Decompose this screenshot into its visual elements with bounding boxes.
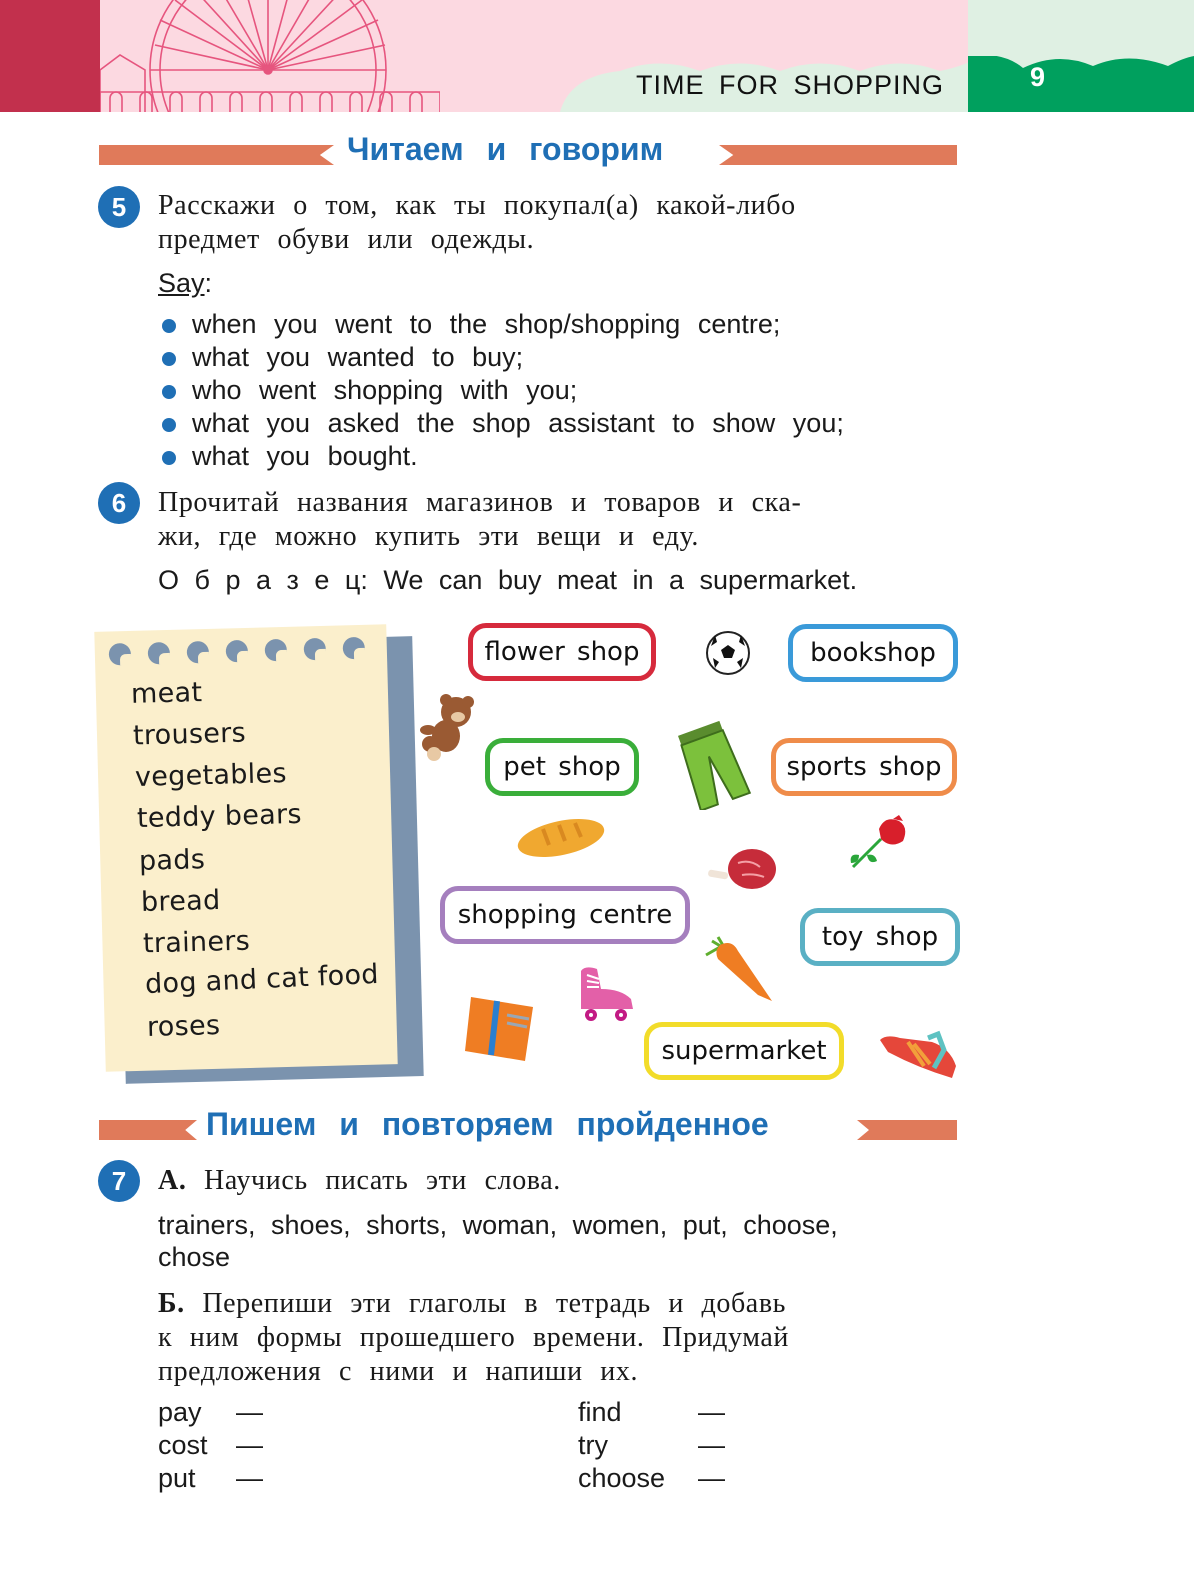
say-bullet-list (160, 308, 844, 473)
verb: find (578, 1397, 622, 1427)
part-a-text: Научись писать эти слова. (204, 1165, 561, 1196)
header-red-block (0, 0, 100, 112)
meat-icon (706, 845, 778, 893)
note-item: trousers (132, 717, 247, 752)
shop-label-flower-shop: flower shop (468, 623, 656, 681)
roller-skate-icon (575, 965, 641, 1025)
note-item: roses (146, 1010, 221, 1043)
verb: choose (578, 1463, 666, 1493)
teddy-bear-icon (418, 690, 482, 762)
shop-label-supermarket: supermarket (644, 1022, 844, 1080)
banner-bar-right (857, 1120, 957, 1140)
bullet-item: who went shopping with you; (160, 374, 844, 407)
note-item: meat (130, 677, 203, 710)
verb: pay (158, 1397, 202, 1427)
example-label: О б р а з е ц: (158, 565, 368, 595)
page-number-tab (968, 56, 1194, 112)
words-line1: trainers, shoes, shorts, woman, women, put, choose, (158, 1210, 838, 1240)
bullet-item: when you went to the shop/shopping centre; (160, 308, 844, 341)
note-item: pads (138, 844, 206, 877)
verb-row (158, 1430, 263, 1461)
book-icon (463, 993, 539, 1063)
section-banner-write-review (99, 1106, 967, 1142)
shop-label-shopping-centre: shopping centre (440, 886, 690, 944)
say-word: Say (158, 268, 205, 298)
words-line2: chose (158, 1242, 231, 1272)
section-title: Пишем и повторяем пройденное (206, 1106, 769, 1142)
note-item: bread (140, 884, 221, 919)
chapter-title: TIME FOR SHOPPING (636, 70, 945, 100)
part-b-label: Б. (158, 1288, 185, 1319)
verb-row (158, 1463, 263, 1494)
exercise6-instruction-line2: жи, где можно купить эти вещи и еду. (158, 521, 699, 552)
verb-row (578, 1397, 725, 1428)
exercise-number-badge: 7 (98, 1160, 140, 1202)
page-number: 9 (1030, 62, 1046, 92)
part-b-instruction-line2: к ним формы прошедшего времени. Придумай (158, 1322, 789, 1353)
part-b-instruction-line1 (158, 1288, 786, 1320)
shop-label-pet-shop: pet shop (485, 738, 639, 796)
exercise-number-badge: 5 (98, 186, 140, 228)
dash: — (698, 1463, 725, 1493)
part-b-text: Перепиши эти глаголы в тетрадь и добавь (202, 1288, 787, 1319)
banner-bar-right (719, 145, 957, 165)
dash: — (698, 1430, 725, 1460)
say-label (158, 268, 212, 299)
say-colon: : (204, 268, 213, 298)
exercise5-instruction-line2: предмет обуви или одежды. (158, 224, 535, 255)
dash: — (236, 1463, 263, 1493)
section-banner-read-speak (99, 131, 967, 167)
section-title: Читаем и говорим (347, 131, 664, 167)
bullet-item: what you asked the shop assistant to show you; (160, 407, 844, 440)
verb-row (578, 1463, 725, 1494)
part-b-instruction-line3: предложения с ними и напиши их. (158, 1356, 639, 1387)
shop-label-toy-shop: toy shop (800, 908, 960, 966)
example-text: We can buy meat in a supermarket. (383, 565, 858, 595)
ferris-wheel-illustration (100, 0, 440, 112)
spiral-holes (109, 637, 365, 666)
bread-icon (515, 815, 607, 861)
verb: cost (158, 1430, 208, 1460)
part-a-label: А. (158, 1165, 187, 1196)
rose-icon (845, 815, 913, 873)
exercise5-instruction-line1: Расскажи о том, как ты покупал(а) какой-либо (158, 190, 796, 221)
verb: try (578, 1430, 608, 1460)
verb-row (578, 1430, 725, 1461)
note-item: teddy bears (136, 798, 303, 835)
football-icon (705, 630, 751, 676)
note-item: dog and cat food (144, 958, 380, 1001)
banner-bar-left (99, 145, 334, 165)
dash: — (236, 1430, 263, 1460)
bullet-item: what you wanted to buy; (160, 341, 844, 374)
note-item: vegetables (134, 758, 288, 793)
page-header (0, 0, 1194, 112)
part-a-instruction (158, 1165, 561, 1197)
dash: — (698, 1397, 725, 1427)
shop-label-bookshop: bookshop (788, 624, 958, 682)
trainer-icon (878, 1028, 958, 1080)
dash: — (236, 1397, 263, 1427)
exercise6-instruction-line1: Прочитай названия магазинов и товаров и ска- (158, 487, 802, 518)
exercise-number-badge: 6 (98, 482, 140, 524)
carrot-icon (702, 935, 774, 1003)
banner-bar-left (99, 1120, 197, 1140)
verb-row (158, 1397, 263, 1428)
shop-label-sports-shop: sports shop (771, 738, 957, 796)
trousers-icon (672, 720, 752, 810)
bullet-item: what you bought. (160, 440, 844, 473)
note-item: trainers (142, 925, 251, 960)
example-line (158, 565, 857, 596)
verb: put (158, 1463, 196, 1493)
